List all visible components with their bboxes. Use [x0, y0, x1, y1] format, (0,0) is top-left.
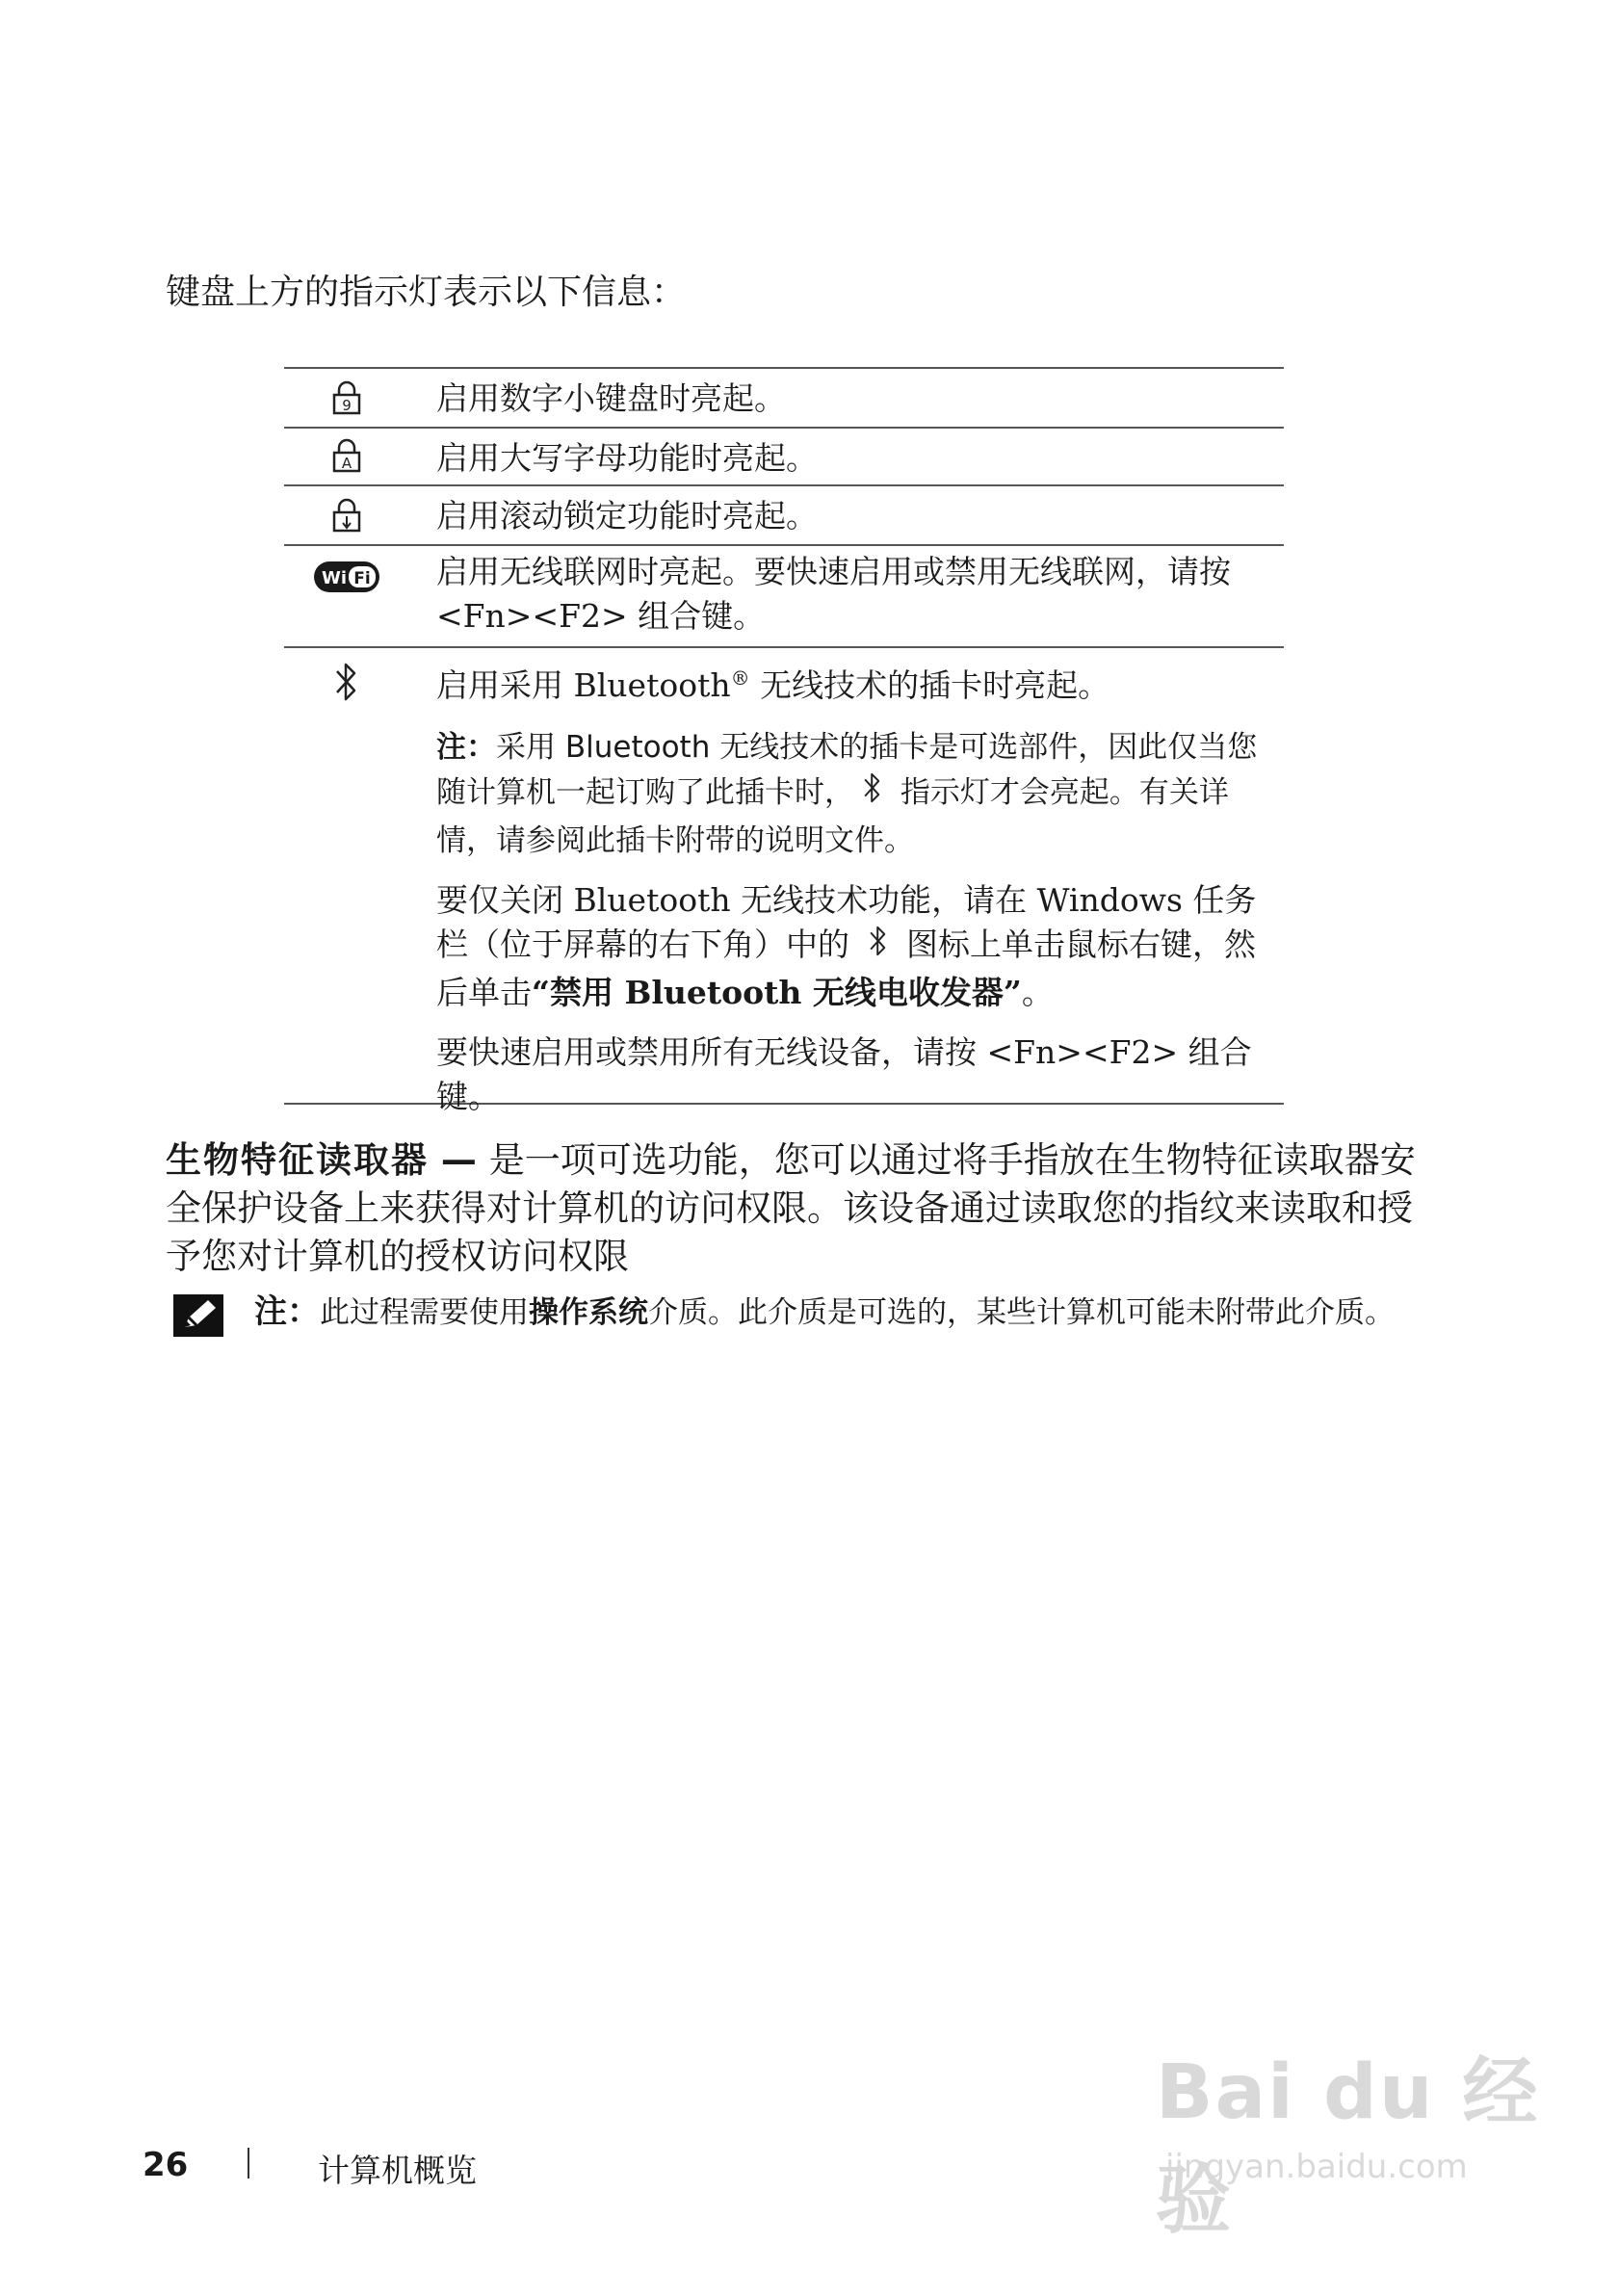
bt-note — [436, 725, 1284, 863]
scroll-lock-icon — [284, 498, 409, 533]
bluetooth-icon — [284, 660, 409, 704]
svg-text:Wi: Wi — [321, 568, 348, 588]
all-wireless-text: 要快速启用或禁用所有无线设备，请按 <Fn><F2> 组合键。 — [436, 1033, 1252, 1115]
page-number: 26 — [143, 2146, 189, 2184]
watermark — [1156, 2032, 1560, 2244]
pencil-note-icon — [173, 1294, 223, 1341]
bt-off-instructions — [436, 878, 1284, 1015]
note-label: 注： — [254, 1292, 320, 1331]
caps-lock-icon — [284, 438, 409, 473]
indicator-text: 启用大写字母功能时亮起。 — [436, 439, 818, 477]
footer-title: 计算机概览 — [318, 2152, 477, 2189]
note-text-b: 介质。此介质是可选的，某些计算机可能未附带此介质。 — [648, 1295, 1395, 1330]
biometric-label: 生物特征读取器 — [166, 1139, 429, 1181]
bt-off-text-a: 要仅关闭 Bluetooth 无线技术功能，请在 Windows 任务栏（位于屏幕的右下角）中的 — [436, 881, 1257, 963]
footer-divider — [248, 2148, 249, 2179]
indicator-text: 启用滚动锁定功能时亮起。 — [436, 497, 818, 535]
indicator-row-bluetooth — [284, 646, 1284, 1115]
bluetooth-description — [436, 648, 1284, 1119]
svg-text:Fi: Fi — [353, 569, 371, 588]
note-label: 注： — [436, 730, 496, 765]
indicator-row-caps-lock — [284, 427, 1284, 484]
note-bold: 操作系统 — [529, 1295, 648, 1330]
indicator-row-scroll-lock — [284, 484, 1284, 544]
registered-mark: ® — [730, 666, 750, 690]
intro-text: 键盘上方的指示灯表示以下信息： — [166, 273, 687, 312]
wifi-icon — [284, 560, 409, 594]
biometric-text: 是一项可选功能，您可以通过将手指放在生物特征读取器安全保护设备上来获得对计算机的访问权限。该设备通过读取您的指纹来读取和授予您对计算机的授权访问权限 — [166, 1139, 1416, 1277]
bt-text-a: 启用采用 Bluetooth — [436, 666, 731, 704]
indicator-text: 启用无线联网时亮起。要快速启用或禁用无线联网，请按 <Fn><F2> 组合键。 — [436, 553, 1231, 635]
biometric-dash: — — [429, 1139, 489, 1181]
bt-off-bold: “禁用 Bluetooth 无线电收发器” — [532, 974, 1022, 1011]
biometric-paragraph — [166, 1136, 1418, 1281]
watermark-url: jingyan.baidu.com — [1165, 2148, 1468, 2186]
indicator-table — [284, 367, 1284, 1115]
svg-text:9: 9 — [342, 397, 352, 414]
bt-note-text-a: 采用 Bluetooth 无线技术的插卡是可选部件，因此仅当您随计算机一起订购了此插卡时， — [436, 730, 1258, 810]
bt-text-b: 无线技术的插卡时亮起。 — [749, 666, 1110, 704]
bluetooth-inline-icon — [862, 770, 883, 819]
note-text-a: 此过程需要使用 — [320, 1295, 529, 1330]
svg-text:A: A — [341, 455, 352, 472]
bt-note-text-b: 指示灯才会亮起。有关详情，请参阅此插卡附带的说明文件。 — [436, 775, 1229, 858]
indicator-text: 启用数字小键盘时亮起。 — [436, 379, 786, 417]
bt-off-text-b: 图标上单击鼠标右键，然后单击 — [436, 926, 1256, 1011]
indicator-row-num-lock — [284, 367, 1284, 427]
indicator-row-wifi — [284, 544, 1284, 646]
watermark-brand: Bai du 经验 — [1156, 2049, 1540, 2244]
num-lock-icon — [284, 380, 409, 415]
bluetooth-inline-icon — [868, 923, 889, 971]
bt-off-tail: 。 — [1021, 974, 1054, 1011]
note-text — [254, 1291, 1448, 1334]
